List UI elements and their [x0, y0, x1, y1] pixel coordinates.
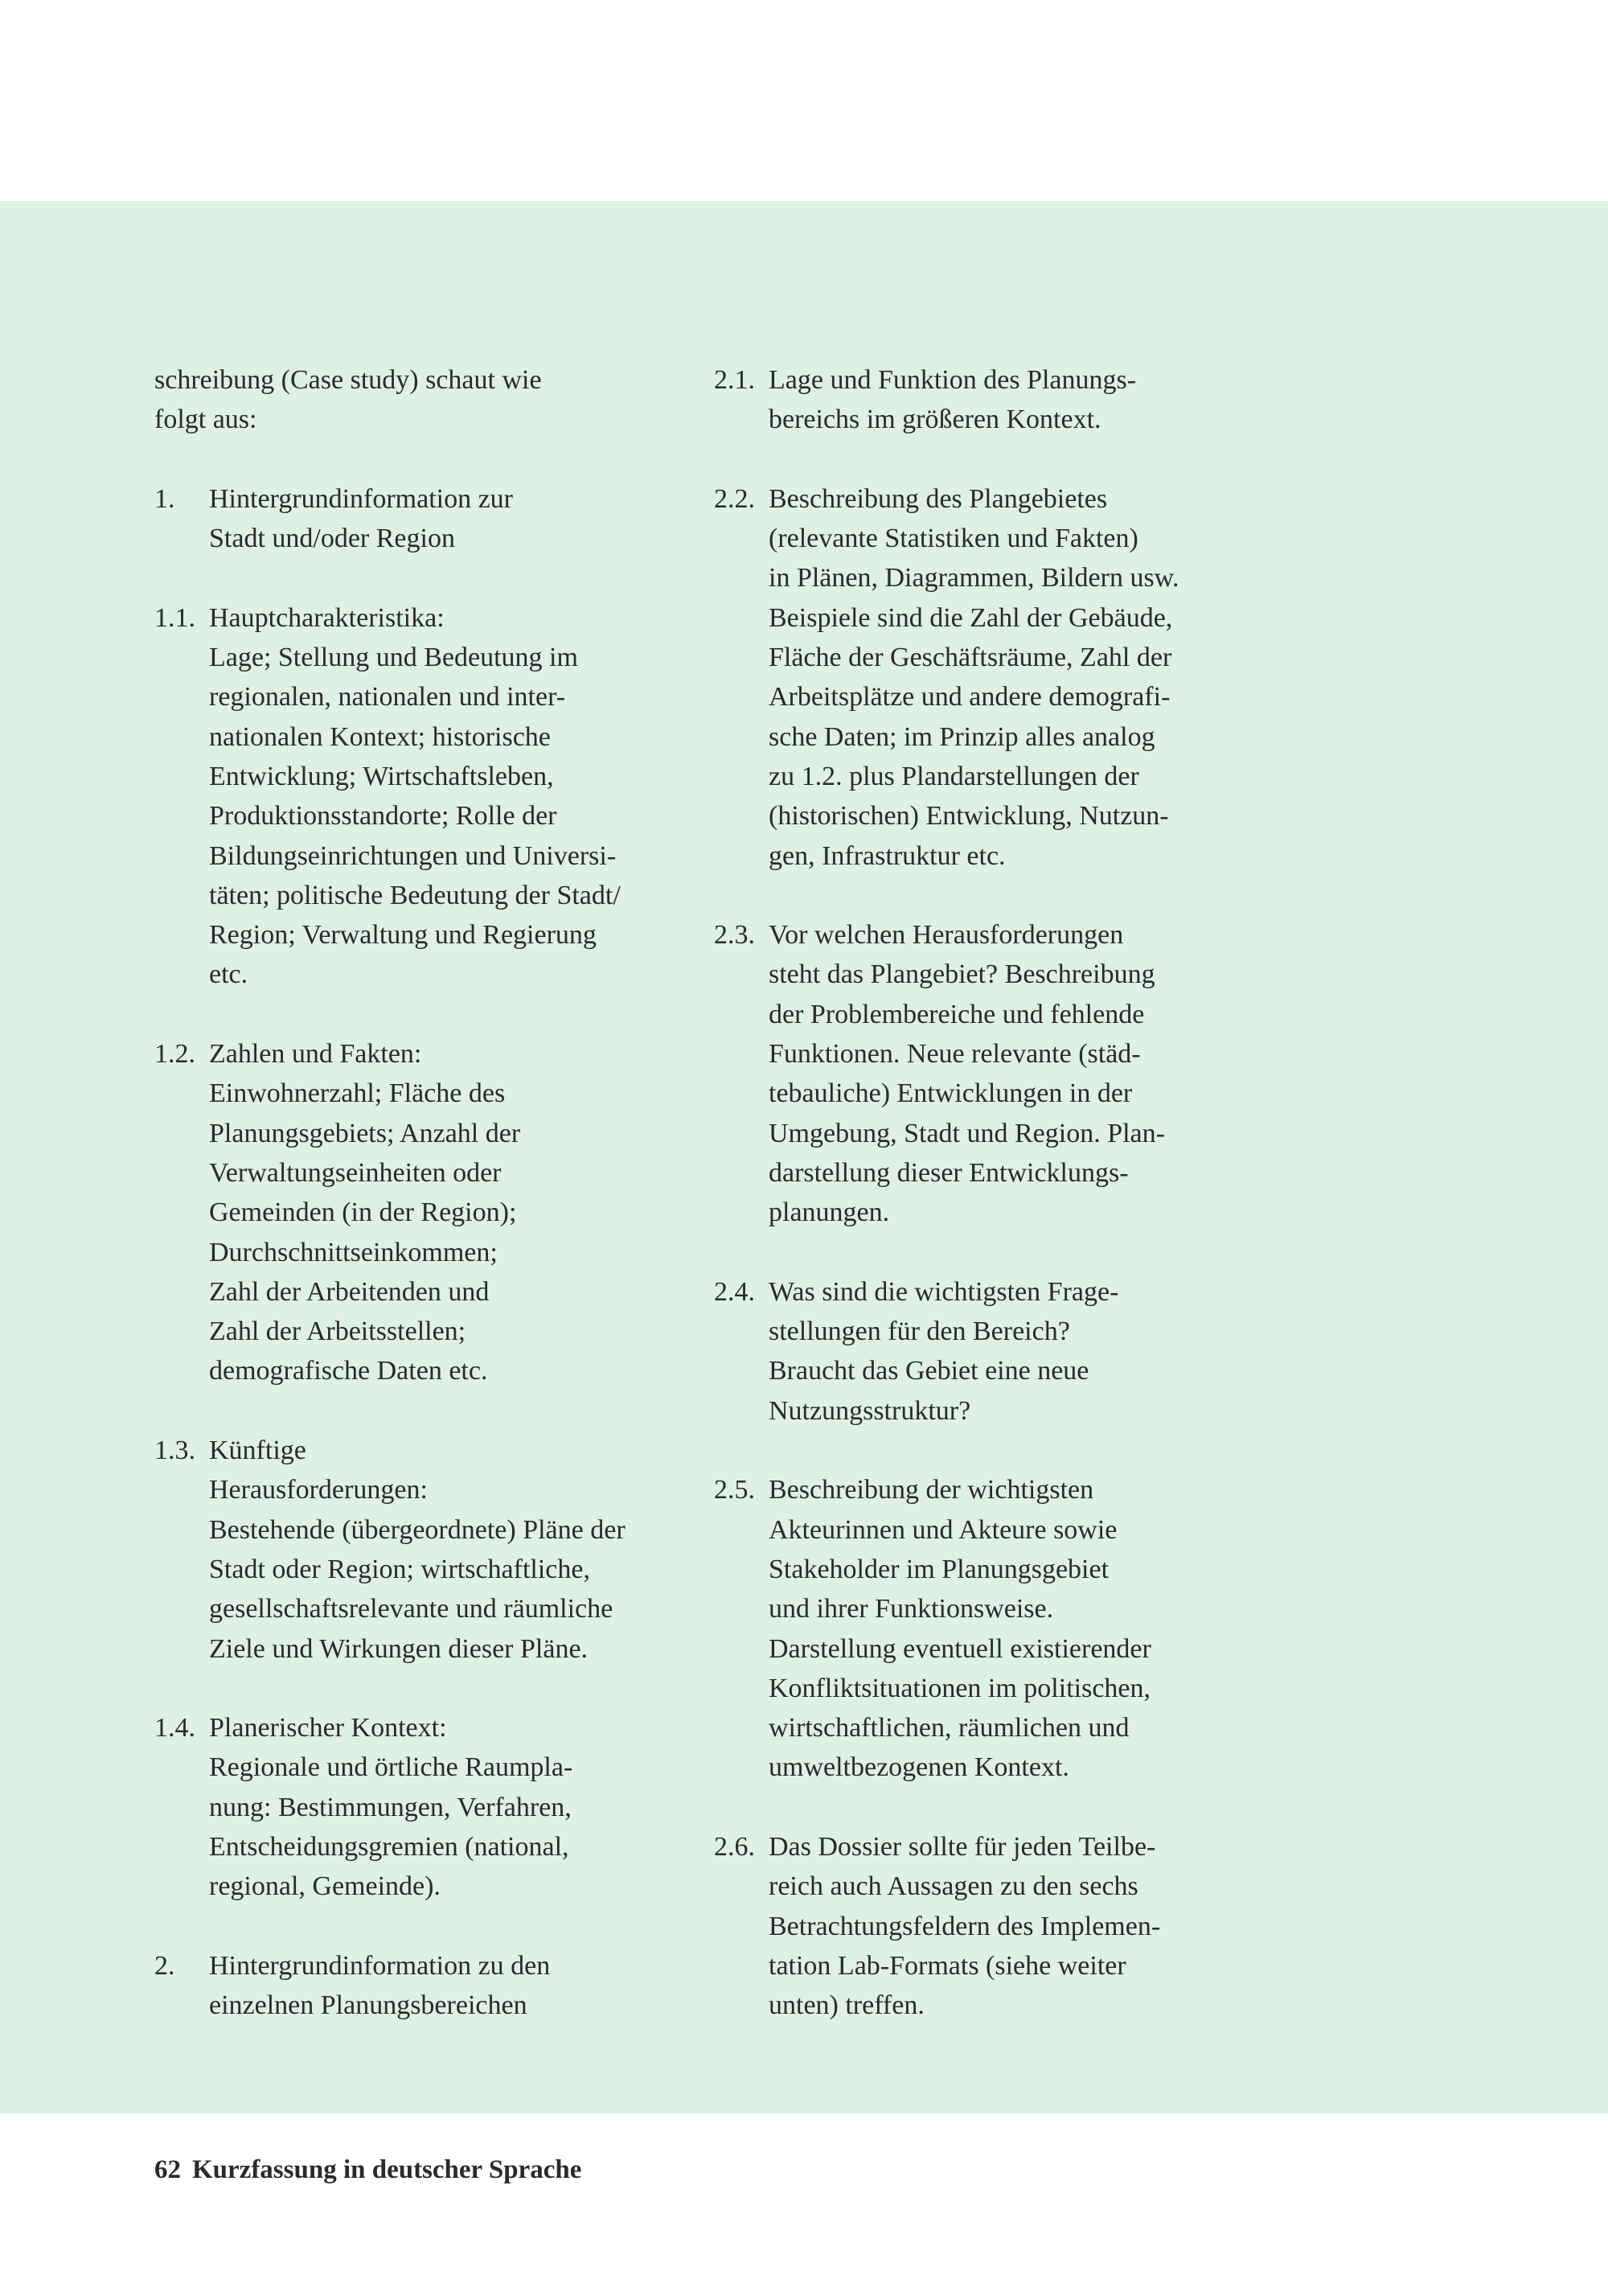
section-title: Kurzfassung in deutscher Sprache: [192, 2155, 582, 2184]
right-column: [714, 360, 1245, 2065]
item-line: in Plänen, Diagrammen, Bildern usw.: [769, 563, 1179, 594]
item-line: Hintergrundinformation zur: [209, 483, 514, 514]
item-line: Entscheidungsgremien (national,: [209, 1831, 569, 1862]
item-line: Produktionsstandorte; Rolle der: [209, 801, 557, 832]
item-line: Bildungseinrichtungen und Universi-: [209, 840, 617, 871]
item-line: Hauptcharakteristika:: [209, 602, 445, 633]
item-line: Vor welchen Herausforderungen: [769, 920, 1124, 951]
item-number: 2.1.: [714, 365, 755, 395]
item-line: Planungsgebiets; Anzahl der: [209, 1118, 521, 1148]
item-line: Beschreibung der wichtigsten: [769, 1475, 1094, 1505]
item-line: und ihrer Funktionsweise.: [769, 1594, 1054, 1624]
item-line: steht das Plangebiet? Beschreibung: [769, 959, 1155, 990]
list-item: [154, 1708, 685, 1906]
item-line: gesellschaftsrelevante und räumliche: [209, 1594, 613, 1624]
item-number: 2.2.: [714, 483, 755, 514]
page-number: 62: [154, 2155, 181, 2184]
list-item: [714, 915, 1245, 1232]
item-line: Ziele und Wirkungen dieser Pläne.: [209, 1633, 589, 1664]
list-item: [154, 1431, 685, 1669]
item-line: Konfliktsituationen im politischen,: [769, 1673, 1151, 1703]
item-line: Beschreibung des Plangebietes: [769, 483, 1108, 514]
right-list: [714, 360, 1245, 2025]
item-line: wirtschaftlichen, räumlichen und: [769, 1713, 1130, 1744]
item-line: Zahlen und Fakten:: [209, 1039, 422, 1070]
item-number: 2.3.: [714, 920, 755, 951]
item-line: zu 1.2. plus Plandarstellungen der: [769, 761, 1139, 791]
item-line: Akteurinnen und Akteure sowie: [769, 1514, 1118, 1545]
item-line: Region; Verwaltung und Regierung: [209, 920, 597, 951]
item-line: stellungen für den Bereich?: [769, 1316, 1070, 1347]
intro-paragraph: [154, 360, 685, 440]
item-line: einzelnen Planungsbereichen: [209, 1990, 527, 2021]
item-line: Funktionen. Neue relevante (städ-: [769, 1039, 1141, 1070]
item-line: Verwaltungseinheiten oder: [209, 1157, 502, 1188]
list-item: [154, 598, 685, 995]
left-list: [154, 479, 685, 2026]
item-line: Braucht das Gebiet eine neue: [769, 1356, 1089, 1386]
item-line: Stadt oder Region; wirtschaftliche,: [209, 1554, 590, 1584]
item-line: tation Lab-Formats (siehe weiter: [769, 1950, 1126, 1981]
list-item: [154, 1034, 685, 1391]
item-line: Was sind die wichtigsten Frage-: [769, 1276, 1119, 1307]
item-line: Künftige: [209, 1436, 306, 1466]
item-number: 1.: [154, 483, 175, 514]
item-line: gen, Infrastruktur etc.: [769, 840, 1006, 871]
item-line: etc.: [209, 959, 248, 990]
item-line: nung: Bestimmungen, Verfahren,: [209, 1792, 572, 1822]
item-line: Lage und Funktion des Planungs-: [769, 365, 1137, 395]
item-line: Lage; Stellung und Bedeutung im: [209, 643, 578, 673]
list-item: [714, 479, 1245, 876]
item-line: (historischen) Entwicklung, Nutzun-: [769, 801, 1169, 832]
item-line: Durchschnittseinkommen;: [209, 1237, 498, 1267]
list-item: [154, 1946, 685, 2026]
intro-line: folgt aus:: [154, 405, 257, 435]
item-line: Planerischer Kontext:: [209, 1713, 447, 1744]
item-number: 2.5.: [714, 1475, 755, 1505]
item-line: (relevante Statistiken und Fakten): [769, 524, 1138, 554]
item-line: Beispiele sind die Zahl der Gebäude,: [769, 602, 1173, 633]
item-line: täten; politische Bedeutung der Stadt/: [209, 880, 621, 910]
item-number: 1.4.: [154, 1713, 195, 1744]
list-item: [714, 1272, 1245, 1431]
item-line: unten) treffen.: [769, 1990, 925, 2021]
item-line: umweltbezogenen Kontext.: [769, 1752, 1069, 1783]
item-line: Stakeholder im Planungsgebiet: [769, 1554, 1110, 1584]
list-item: [154, 479, 685, 559]
intro-line: schreibung (Case study) schaut wie: [154, 365, 542, 395]
list-item: [714, 1470, 1245, 1787]
item-line: Das Dossier sollte für jeden Teilbe-: [769, 1831, 1156, 1862]
item-number: 1.1.: [154, 602, 195, 633]
item-line: Gemeinden (in der Region);: [209, 1197, 517, 1228]
item-number: 1.3.: [154, 1436, 195, 1466]
item-line: Entwicklung; Wirtschaftsleben,: [209, 761, 554, 791]
item-line: Umgebung, Stadt und Region. Plan-: [769, 1118, 1165, 1148]
item-line: planungen.: [769, 1197, 890, 1228]
item-line: Zahl der Arbeitsstellen;: [209, 1316, 466, 1347]
item-line: nationalen Kontext; historische: [209, 721, 551, 752]
item-line: tebauliche) Entwicklungen in der: [769, 1078, 1133, 1109]
item-line: Darstellung eventuell existierender: [769, 1633, 1151, 1664]
page-footer: [154, 2155, 581, 2185]
item-line: Regionale und örtliche Raumpla-: [209, 1752, 573, 1783]
item-line: Bestehende (übergeordnete) Pläne der: [209, 1514, 626, 1545]
item-number: 1.2.: [154, 1039, 195, 1070]
item-line: demografische Daten etc.: [209, 1356, 488, 1386]
left-column: [154, 360, 685, 2065]
item-line: bereichs im größeren Kontext.: [769, 405, 1101, 435]
item-line: Zahl der Arbeitenden und: [209, 1276, 490, 1307]
item-line: Nutzungsstruktur?: [769, 1395, 971, 1426]
item-line: Fläche der Geschäftsräume, Zahl der: [769, 643, 1172, 673]
item-line: Herausforderungen:: [209, 1475, 428, 1505]
item-number: 2.4.: [714, 1276, 755, 1307]
item-line: Arbeitsplätze und andere demografi-: [769, 682, 1171, 713]
item-line: reich auch Aussagen zu den sechs: [769, 1871, 1138, 1902]
item-line: Hintergrundinformation zu den: [209, 1950, 551, 1981]
item-line: Stadt und/oder Region: [209, 524, 455, 554]
item-line: Betrachtungsfeldern des Implemen-: [769, 1911, 1161, 1941]
item-line: sche Daten; im Prinzip alles analog: [769, 721, 1155, 752]
item-line: darstellung dieser Entwicklungs-: [769, 1157, 1129, 1188]
item-line: der Problembereiche und fehlende: [769, 999, 1145, 1029]
item-line: Einwohnerzahl; Fläche des: [209, 1078, 506, 1109]
item-number: 2.: [154, 1950, 175, 1981]
item-number: 2.6.: [714, 1831, 755, 1862]
list-item: [714, 360, 1245, 440]
item-line: regionalen, nationalen und inter-: [209, 682, 566, 713]
list-item: [714, 1827, 1245, 2025]
item-line: regional, Gemeinde).: [209, 1871, 441, 1902]
